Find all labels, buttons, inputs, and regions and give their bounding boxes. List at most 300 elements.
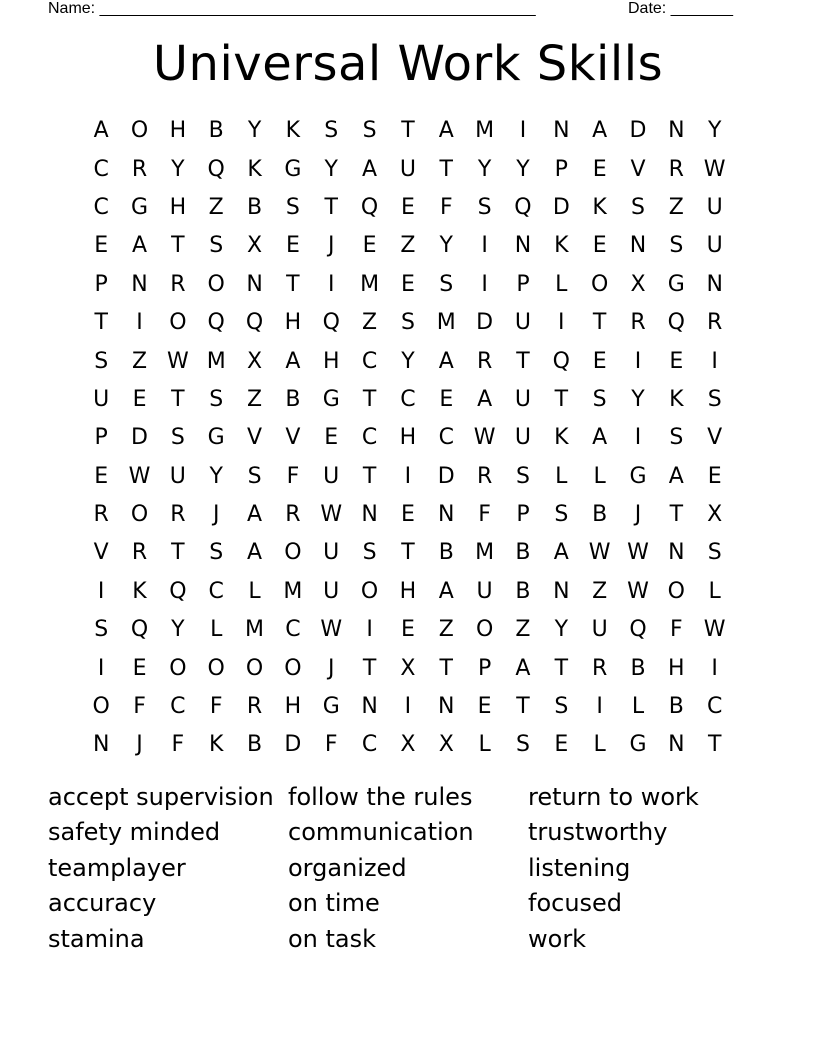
grid-letter[interactable]: H (668, 655, 685, 681)
grid-letter[interactable]: N (553, 578, 570, 604)
grid-letter[interactable]: O (169, 655, 187, 681)
grid-letter[interactable]: S (400, 310, 415, 336)
grid-letter[interactable]: N (131, 271, 148, 297)
grid-letter[interactable]: D (552, 194, 570, 220)
grid-letter[interactable]: T (516, 348, 530, 374)
grid-letter[interactable]: N (706, 271, 723, 297)
grid-letter[interactable]: F (286, 463, 300, 489)
grid-letter[interactable]: E (400, 271, 415, 297)
grid-letter[interactable]: R (131, 156, 148, 182)
grid-letter[interactable]: T (286, 271, 300, 297)
grid-letter[interactable]: M (475, 118, 495, 144)
grid-letter[interactable]: T (554, 386, 569, 412)
grid-letter[interactable]: F (171, 732, 185, 758)
grid-letter[interactable]: I (404, 694, 412, 720)
grid-letter[interactable]: I (327, 271, 335, 297)
grid-letter[interactable]: H (284, 310, 302, 336)
grid-letter[interactable]: R (668, 156, 684, 182)
grid-letter[interactable]: A (93, 118, 109, 144)
grid-letter[interactable]: L (593, 463, 606, 489)
grid-letter[interactable]: H (169, 118, 187, 144)
grid-letter[interactable]: S (362, 540, 377, 566)
grid-letter[interactable]: N (514, 233, 532, 259)
grid-letter[interactable]: Y (247, 118, 262, 144)
grid-letter[interactable]: Y (324, 156, 338, 182)
grid-letter[interactable]: M (206, 348, 226, 374)
grid-letter[interactable]: Q (322, 310, 340, 336)
grid-letter[interactable]: F (133, 694, 146, 720)
grid-letter[interactable]: E (285, 233, 300, 259)
grid-letter[interactable]: N (629, 233, 647, 259)
grid-letter[interactable]: S (94, 348, 109, 374)
grid-letter[interactable]: L (593, 732, 606, 758)
grid-letter[interactable]: U (93, 386, 110, 412)
grid-letter[interactable]: N (438, 502, 455, 528)
grid-letter[interactable]: H (399, 578, 417, 604)
grid-letter[interactable]: W (166, 348, 189, 374)
grid-letter[interactable]: S (515, 732, 530, 758)
grid-letter[interactable]: J (136, 732, 143, 758)
grid-letter[interactable]: X (438, 732, 454, 758)
grid-letter[interactable]: L (631, 694, 645, 720)
grid-letter[interactable]: L (555, 463, 568, 489)
grid-letter[interactable]: T (324, 194, 338, 220)
grid-letter[interactable]: E (592, 348, 607, 374)
grid-letter[interactable]: M (436, 310, 456, 336)
grid-letter[interactable]: K (132, 578, 147, 604)
grid-letter[interactable]: D (437, 463, 455, 489)
grid-letter[interactable]: E (400, 502, 415, 528)
grid-letter[interactable]: H (169, 194, 187, 220)
grid-letter[interactable]: Q (207, 156, 225, 182)
grid-letter[interactable]: I (404, 463, 412, 489)
grid-letter[interactable]: O (92, 694, 110, 720)
grid-letter[interactable]: T (171, 233, 185, 259)
grid-letter[interactable]: I (711, 655, 718, 681)
grid-letter[interactable]: T (554, 655, 569, 681)
grid-letter[interactable]: I (711, 348, 718, 374)
grid-letter[interactable]: G (284, 156, 302, 182)
grid-letter[interactable]: W (320, 617, 343, 643)
grid-letter[interactable]: S (592, 386, 607, 412)
grid-letter[interactable]: A (247, 540, 263, 566)
grid-letter[interactable]: T (401, 540, 415, 566)
grid-letter[interactable]: Q (629, 617, 647, 643)
grid-letter[interactable]: S (554, 694, 569, 720)
grid-letter[interactable]: Q (245, 310, 264, 336)
grid-letter[interactable]: C (361, 425, 378, 451)
grid-letter[interactable]: S (94, 617, 109, 643)
grid-letter[interactable]: B (247, 732, 263, 758)
grid-letter[interactable]: R (93, 502, 109, 528)
grid-letter[interactable]: Y (401, 348, 415, 374)
grid-letter[interactable]: D (131, 425, 148, 451)
grid-letter[interactable]: E (132, 655, 147, 681)
grid-letter[interactable]: S (362, 118, 377, 144)
grid-letter[interactable]: A (515, 655, 531, 681)
grid-letter[interactable]: M (283, 578, 303, 604)
grid-letter[interactable]: U (591, 617, 608, 643)
grid-letter[interactable]: B (515, 578, 531, 604)
grid-letter[interactable]: R (131, 540, 148, 566)
grid-letter[interactable]: A (247, 502, 263, 528)
grid-letter[interactable]: T (669, 502, 684, 528)
grid-letter[interactable]: S (477, 194, 492, 220)
grid-letter[interactable]: V (707, 425, 723, 451)
grid-letter[interactable]: K (554, 233, 569, 259)
grid-letter[interactable]: A (668, 463, 684, 489)
grid-letter[interactable]: Z (400, 233, 416, 259)
grid-letter[interactable]: O (207, 271, 225, 297)
grid-letter[interactable]: M (360, 271, 380, 297)
grid-letter[interactable]: E (592, 233, 607, 259)
grid-letter[interactable]: Z (592, 578, 608, 604)
grid-letter[interactable]: Z (247, 386, 263, 412)
grid-letter[interactable]: G (629, 732, 647, 758)
grid-letter[interactable]: F (670, 617, 683, 643)
grid-letter[interactable]: L (478, 732, 491, 758)
grid-letter[interactable]: F (439, 194, 453, 220)
grid-letter[interactable]: U (706, 233, 723, 259)
grid-letter[interactable]: F (478, 502, 491, 528)
grid-letter[interactable]: A (438, 118, 454, 144)
grid-letter[interactable]: Y (707, 118, 722, 144)
grid-letter[interactable]: S (209, 540, 224, 566)
grid-letter[interactable]: N (553, 118, 570, 144)
grid-letter[interactable]: U (323, 463, 340, 489)
grid-letter[interactable]: O (169, 310, 187, 336)
grid-letter[interactable]: F (209, 694, 223, 720)
grid-letter[interactable]: W (128, 463, 151, 489)
grid-letter[interactable]: N (246, 271, 263, 297)
grid-letter[interactable]: T (362, 386, 377, 412)
grid-letter[interactable]: E (592, 156, 607, 182)
grid-letter[interactable]: Q (207, 310, 225, 336)
grid-letter[interactable]: R (285, 502, 301, 528)
word-list-item: trustworthy (528, 818, 668, 847)
grid-letter[interactable]: W (320, 502, 343, 528)
grid-letter[interactable]: X (400, 732, 416, 758)
grid-letter[interactable]: X (247, 233, 263, 259)
grid-letter[interactable]: E (439, 386, 454, 412)
grid-letter[interactable]: O (207, 655, 225, 681)
grid-letter[interactable]: G (322, 694, 340, 720)
grid-letter[interactable]: O (284, 540, 302, 566)
grid-letter[interactable]: I (558, 310, 565, 336)
grid-letter[interactable]: X (247, 348, 263, 374)
word-list-item: safety minded (48, 818, 221, 847)
grid-letter[interactable]: E (94, 233, 109, 259)
name-field[interactable]: Name: _________________________________________________ (48, 0, 536, 17)
grid-letter[interactable]: N (92, 732, 110, 758)
grid-letter[interactable]: J (327, 655, 335, 681)
grid-letter[interactable]: A (362, 156, 378, 182)
grid-letter[interactable]: L (555, 271, 568, 297)
grid-letter[interactable]: Q (360, 194, 379, 220)
grid-letter[interactable]: V (93, 540, 109, 566)
grid-letter[interactable]: C (170, 694, 186, 720)
grid-letter[interactable]: K (669, 386, 684, 412)
grid-letter[interactable]: C (208, 578, 224, 604)
grid-letter[interactable]: S (209, 233, 224, 259)
grid-letter[interactable]: Y (516, 156, 530, 182)
grid-letter[interactable]: E (669, 348, 684, 374)
grid-letter[interactable]: U (169, 463, 186, 489)
grid-letter[interactable]: I (519, 118, 527, 144)
grid-letter[interactable]: M (245, 617, 265, 643)
grid-letter[interactable]: O (590, 271, 609, 297)
grid-letter[interactable]: A (592, 425, 608, 451)
grid-letter[interactable]: C (706, 694, 723, 720)
grid-letter[interactable]: G (667, 271, 685, 297)
grid-letter[interactable]: A (477, 386, 493, 412)
grid-letter[interactable]: U (514, 386, 531, 412)
grid-letter[interactable]: R (707, 310, 723, 336)
word-list-item: on task (288, 924, 377, 953)
grid-letter[interactable]: W (627, 540, 649, 566)
grid-letter[interactable]: Z (515, 617, 531, 643)
grid-letter[interactable]: W (703, 617, 726, 643)
grid-letter[interactable]: S (669, 425, 684, 451)
grid-letter[interactable]: O (130, 502, 149, 528)
grid-letter[interactable]: I (596, 694, 603, 720)
grid-letter[interactable]: Z (131, 348, 148, 374)
grid-letter[interactable]: T (401, 118, 415, 144)
grid-letter[interactable]: T (516, 694, 530, 720)
grid-letter[interactable]: N (361, 694, 378, 720)
grid-letter[interactable]: Z (438, 617, 454, 643)
grid-letter[interactable]: G (130, 194, 149, 220)
grid-letter[interactable]: Q (552, 348, 570, 374)
grid-letter[interactable]: K (208, 732, 224, 758)
grid-letter[interactable]: A (553, 540, 569, 566)
grid-letter[interactable]: I (136, 310, 143, 336)
grid-letter[interactable]: L (210, 617, 223, 643)
grid-letter[interactable]: V (247, 425, 263, 451)
grid-letter[interactable]: A (438, 348, 454, 374)
grid-letter[interactable]: A (592, 118, 608, 144)
grid-letter[interactable]: J (634, 502, 642, 528)
grid-letter[interactable]: D (284, 732, 302, 758)
grid-letter[interactable]: K (554, 425, 569, 451)
grid-letter[interactable]: N (668, 732, 685, 758)
grid-letter[interactable]: U (399, 156, 416, 182)
grid-row (82, 112, 734, 150)
grid-letter[interactable]: O (245, 655, 264, 681)
date-field[interactable]: Date: _______ (628, 0, 733, 17)
grid-letter[interactable]: T (94, 310, 108, 336)
grid-letter[interactable]: T (362, 463, 377, 489)
grid-letter[interactable]: Z (362, 310, 378, 336)
grid-letter[interactable]: Y (171, 156, 185, 182)
grid-letter[interactable]: K (592, 194, 607, 220)
grid-letter[interactable]: N (438, 694, 455, 720)
grid-letter[interactable]: B (285, 386, 301, 412)
grid-letter[interactable]: S (439, 271, 454, 297)
grid-letter[interactable]: K (285, 118, 301, 144)
grid-letter[interactable]: Q (667, 310, 685, 336)
grid-letter[interactable]: J (327, 233, 335, 259)
grid-letter[interactable]: B (668, 694, 684, 720)
grid-letter[interactable]: U (323, 578, 340, 604)
grid-letter[interactable]: R (630, 310, 646, 336)
grid-letter[interactable]: Y (209, 463, 223, 489)
grid-letter[interactable]: R (170, 271, 186, 297)
grid-letter[interactable]: O (284, 655, 302, 681)
grid-letter[interactable]: E (707, 463, 722, 489)
grid-letter[interactable]: B (630, 655, 646, 681)
grid-letter[interactable]: N (361, 502, 378, 528)
grid-letter[interactable]: T (362, 655, 377, 681)
grid-letter[interactable]: P (94, 271, 108, 297)
grid-letter[interactable]: P (94, 425, 108, 451)
grid-letter[interactable]: C (438, 425, 454, 451)
grid-letter[interactable]: T (707, 732, 722, 758)
grid-letter[interactable]: S (324, 118, 339, 144)
grid-letter[interactable]: X (707, 502, 723, 528)
grid-letter[interactable]: B (592, 502, 608, 528)
grid-letter[interactable]: M (475, 540, 495, 566)
grid-letter[interactable]: T (171, 540, 185, 566)
grid-letter[interactable]: L (708, 578, 721, 604)
grid-letter[interactable]: X (400, 655, 416, 681)
grid-letter[interactable]: Y (171, 617, 185, 643)
grid-letter[interactable]: S (515, 463, 530, 489)
grid-letter[interactable]: I (634, 425, 642, 451)
grid-letter[interactable]: I (366, 617, 373, 643)
grid-letter[interactable]: P (516, 502, 530, 528)
grid-letter[interactable]: R (476, 348, 493, 374)
grid-letter[interactable]: D (476, 310, 494, 336)
grid-letter[interactable]: U (514, 310, 531, 336)
grid-letter[interactable]: C (361, 732, 378, 758)
header (48, 0, 748, 20)
grid-letter[interactable]: E (477, 694, 492, 720)
grid-letter[interactable]: I (634, 348, 642, 374)
grid-row (82, 304, 734, 342)
grid-letter[interactable]: V (285, 425, 301, 451)
grid-letter[interactable]: D (629, 118, 647, 144)
grid-letter[interactable]: P (477, 655, 492, 681)
grid-letter[interactable]: T (439, 655, 453, 681)
grid-letter[interactable]: H (322, 348, 340, 374)
grid-letter[interactable]: C (400, 386, 416, 412)
grid-letter[interactable]: E (362, 233, 377, 259)
grid-letter[interactable]: V (630, 156, 646, 182)
grid-letter[interactable]: J (212, 502, 220, 528)
grid-letter[interactable]: W (627, 578, 649, 604)
grid-letter[interactable]: U (476, 578, 493, 604)
grid-letter[interactable]: S (631, 194, 645, 220)
grid-letter[interactable]: A (285, 348, 301, 374)
grid-letter[interactable]: S (170, 425, 185, 451)
grid-letter[interactable]: X (630, 271, 646, 297)
grid-letter[interactable]: Q (130, 617, 149, 643)
word-list (48, 780, 768, 957)
grid-letter[interactable]: R (476, 463, 493, 489)
grid-letter[interactable]: W (703, 156, 726, 182)
grid-letter[interactable]: C (93, 194, 109, 220)
grid-letter[interactable]: S (554, 502, 569, 528)
grid-letter[interactable]: P (516, 271, 530, 297)
grid-letter[interactable]: L (248, 578, 261, 604)
grid-letter[interactable]: S (247, 463, 262, 489)
grid-letter[interactable]: A (438, 578, 454, 604)
grid-letter[interactable]: K (247, 156, 262, 182)
grid-letter[interactable]: I (97, 578, 105, 604)
grid-letter[interactable]: N (668, 540, 685, 566)
grid-letter[interactable]: T (439, 156, 453, 182)
grid-letter[interactable]: S (285, 194, 300, 220)
grid-letter[interactable]: B (438, 540, 454, 566)
grid-letter[interactable]: U (323, 540, 340, 566)
word-search-grid (82, 112, 734, 765)
grid-letter[interactable]: I (97, 655, 105, 681)
grid-letter[interactable]: Z (668, 194, 684, 220)
grid-letter[interactable]: H (399, 425, 417, 451)
grid-letter[interactable]: E (324, 425, 339, 451)
grid-letter[interactable]: E (94, 463, 109, 489)
grid-letter[interactable]: T (592, 310, 607, 336)
grid-letter[interactable]: G (629, 463, 647, 489)
grid-letter[interactable]: F (324, 732, 338, 758)
grid-letter[interactable]: S (209, 386, 224, 412)
grid-letter[interactable]: C (361, 348, 378, 374)
grid-letter[interactable]: W (588, 540, 611, 566)
grid-letter[interactable]: S (707, 540, 722, 566)
grid-letter[interactable]: I (481, 271, 488, 297)
grid-letter[interactable]: R (246, 694, 263, 720)
grid-letter[interactable]: Y (631, 386, 645, 412)
grid-letter[interactable]: R (170, 502, 186, 528)
grid-letter[interactable]: C (285, 617, 301, 643)
grid-letter[interactable]: B (247, 194, 263, 220)
grid-letter[interactable]: E (400, 617, 415, 643)
grid-letter[interactable]: T (171, 386, 185, 412)
grid-letter[interactable]: U (706, 194, 723, 220)
grid-letter[interactable]: B (208, 118, 224, 144)
grid-letter[interactable]: S (707, 386, 722, 412)
grid-letter[interactable]: Q (514, 194, 532, 220)
grid-letter[interactable]: E (400, 194, 415, 220)
grid-letter[interactable]: U (514, 425, 531, 451)
grid-letter[interactable]: Z (208, 194, 224, 220)
grid-letter[interactable]: N (668, 118, 685, 144)
grid-letter[interactable]: Y (477, 156, 492, 182)
grid-letter[interactable]: W (473, 425, 496, 451)
grid-letter[interactable]: A (131, 233, 148, 259)
grid-letter[interactable]: G (322, 386, 340, 412)
grid-letter[interactable]: P (554, 156, 568, 182)
grid-letter[interactable]: Y (439, 233, 453, 259)
word-list-item: return to work (528, 783, 699, 811)
grid-letter[interactable]: Q (169, 578, 187, 604)
grid-letter[interactable]: R (591, 655, 608, 681)
grid-letter[interactable]: E (554, 732, 569, 758)
grid-letter[interactable]: G (207, 425, 225, 451)
grid-letter[interactable]: O (130, 118, 149, 144)
grid-letter[interactable]: O (667, 578, 685, 604)
grid-letter[interactable]: Y (554, 617, 569, 643)
grid-letter[interactable]: I (481, 233, 488, 259)
grid-letter[interactable]: S (669, 233, 684, 259)
grid-letter[interactable]: O (360, 578, 379, 604)
grid-letter[interactable]: B (515, 540, 531, 566)
grid-letter[interactable]: H (284, 694, 302, 720)
grid-letter[interactable]: E (132, 386, 147, 412)
grid-letter[interactable]: O (475, 617, 494, 643)
grid-letter[interactable]: C (93, 156, 109, 182)
